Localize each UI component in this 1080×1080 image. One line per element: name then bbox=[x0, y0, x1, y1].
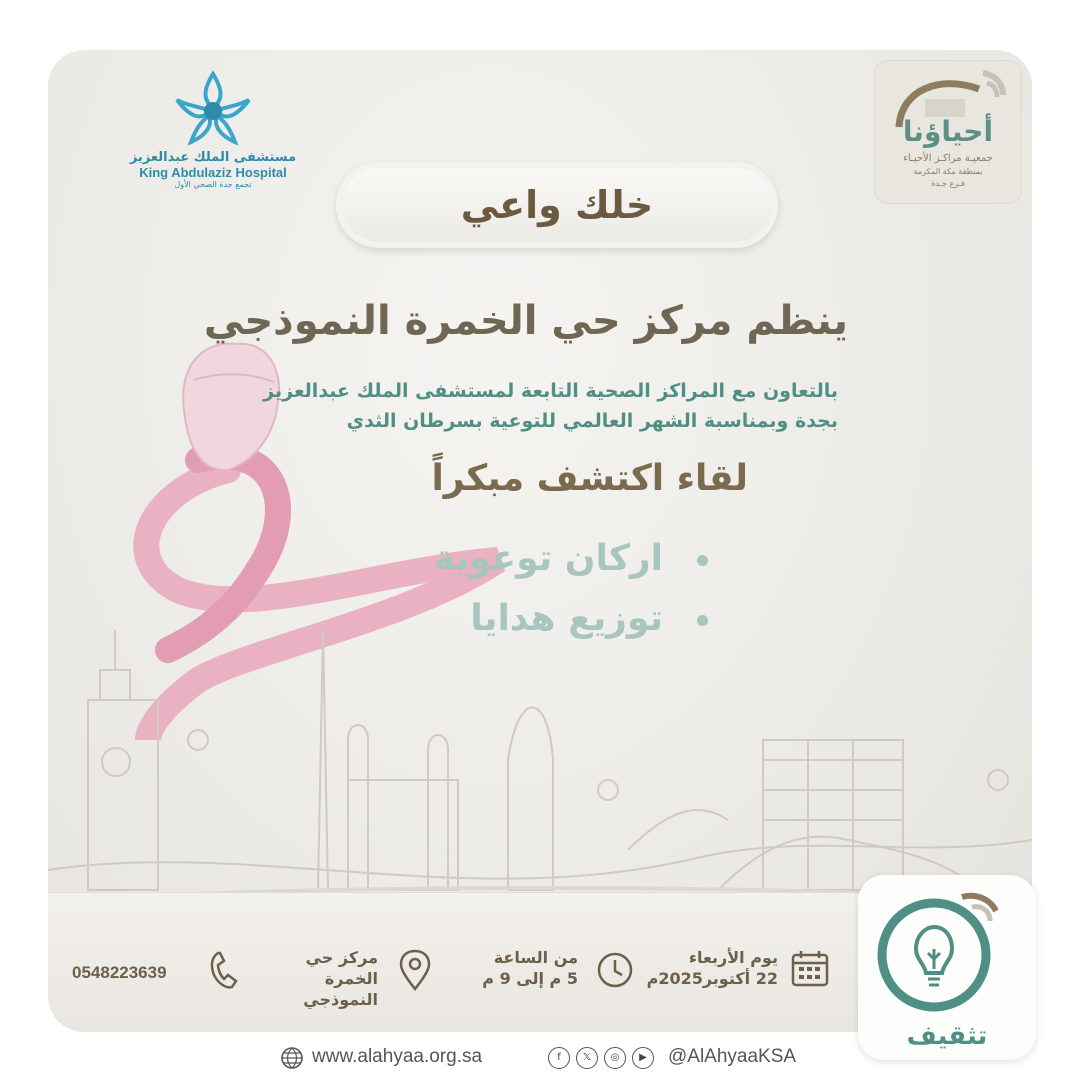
website-link[interactable]: www.alahyaa.org.sa bbox=[312, 1046, 483, 1067]
tagline-text: خلك واعي bbox=[460, 183, 654, 227]
clock-icon bbox=[596, 951, 634, 989]
ahyaa-logo bbox=[874, 60, 1022, 204]
event-date bbox=[638, 947, 778, 989]
kah-cluster-name: تجمع جدة الصحي الأول bbox=[174, 180, 252, 189]
x-icon[interactable]: 𝕏 bbox=[576, 1047, 598, 1069]
event-time bbox=[458, 947, 578, 989]
youtube-icon[interactable]: ▶ bbox=[632, 1047, 654, 1069]
bullet-dot bbox=[697, 555, 708, 566]
globe-icon bbox=[280, 1046, 304, 1070]
social-handle[interactable]: @AlAhyaaKSA bbox=[668, 1046, 797, 1067]
location-line-1: مركز حي الخمرة bbox=[305, 948, 378, 988]
ahyaa-name: أحياؤنا bbox=[902, 115, 994, 148]
description-line-1: بالتعاون مع المراكز الصحية التابعة لمستشفى الملك عبدالعزيز bbox=[263, 380, 838, 402]
king-abdulaziz-hospital-logo bbox=[118, 70, 308, 220]
event-date-value: 22 أكتوبر2025م bbox=[646, 969, 778, 988]
time-label: من الساعة bbox=[493, 948, 578, 967]
ahyaa-branch: فـرع جـدة bbox=[931, 179, 965, 188]
kah-star-icon bbox=[173, 70, 253, 146]
tathqif-label: تثقيف bbox=[906, 1021, 988, 1051]
ahyaa-subtitle: جمعيـة مراكـز الأحيـاء bbox=[903, 153, 993, 164]
kah-english-name: King Abdulaziz Hospital bbox=[139, 165, 287, 180]
instagram-icon[interactable]: ◎ bbox=[604, 1047, 626, 1069]
phone-number[interactable]: 0548223639 bbox=[72, 963, 167, 982]
location-icon bbox=[398, 949, 432, 991]
bullet-text: اركان توعوية bbox=[433, 538, 663, 579]
ahyaa-region: بمنطقة مكة المكرمة bbox=[913, 167, 983, 176]
skyline-illustration bbox=[48, 590, 1032, 910]
event-title: لقاء اكتشف مبكراً bbox=[431, 458, 748, 499]
bullet-item bbox=[348, 538, 708, 579]
phone-icon bbox=[208, 949, 240, 991]
headline: ينظم مركز حي الخمرة النموذجي bbox=[203, 298, 848, 344]
event-location bbox=[248, 947, 378, 1010]
calendar-icon bbox=[790, 949, 830, 989]
kah-arabic-name: مستشفى الملك عبدالعزيز bbox=[129, 150, 297, 165]
description-line-2: بجدة وبمناسبة الشهر العالمي للتوعية بسرطان الثدي bbox=[346, 410, 838, 432]
tathqif-badge bbox=[858, 875, 1036, 1060]
facebook-icon[interactable]: f bbox=[548, 1047, 570, 1069]
location-line-2: النموذجي bbox=[303, 990, 378, 1009]
event-day: يوم الأربعاء bbox=[688, 948, 778, 967]
bullet-text: توزيع هدايا bbox=[470, 598, 663, 639]
time-range: 5 م إلى 9 م bbox=[482, 969, 578, 988]
lightbulb-icon bbox=[872, 883, 1022, 1023]
tagline-pill bbox=[336, 162, 778, 248]
